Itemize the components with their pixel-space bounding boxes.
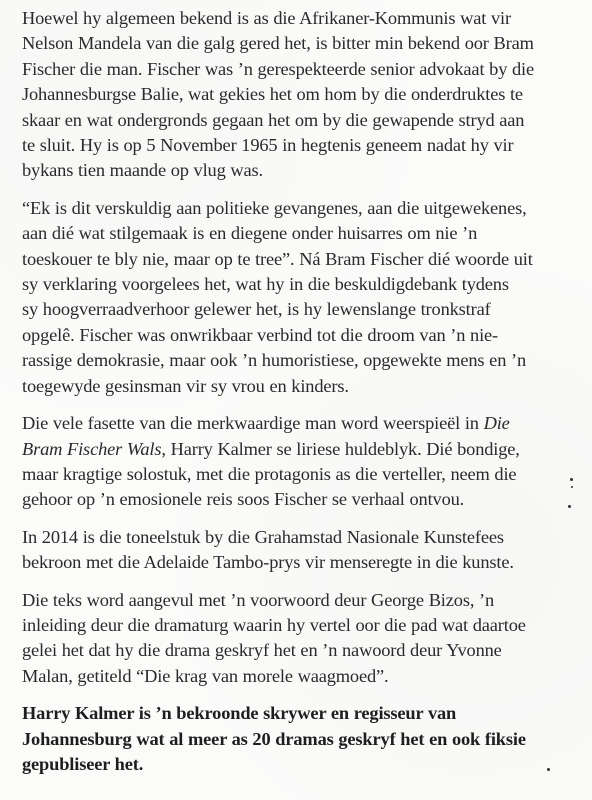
scan-speck [568,505,571,508]
scan-speck [571,486,573,488]
play-title-part-1: Die [483,413,510,434]
play-description-lead: Die vele fasette van die merkwaardige man word weerspieël in [22,413,484,434]
paragraph-quote: “Ek is dit verskuldig aan politieke gevangenes, aan die uitgewekenes, aan dié wat stilgemaak is en diegene onder huisarres om nie ’n toeskouer te bly nie, maar op te tree”. Ná Bram Fischer dié woorde uit sy verklaring voorgelees het, wat hy in die beskuldigdebank tydens sy hoogverraadverhoor gelewer het, is hy lewenslange tronkstraf opgelê. Fischer was onwrikbaar verbind tot die droom van ’n nie- rassige demokrasie, maar ook ’n humoristiese, opgewekte mens en ’n toegewyde gesinsman vir sy vrou en kinders. [22,197,533,396]
author-bio: Harry Kalmer is ’n bekroonde skrywer en regisseur van Johannesburg wat al meer as 20 dramas geskryf het en ook fiksie gepubliseer het. [22,703,526,774]
scan-speck [547,768,550,771]
paragraph-play-description [22,411,574,513]
scan-speck [570,478,573,481]
paragraph-award: In 2014 is die toneelstuk by die Grahamstad Nasionale Kunstefees bekroon met die Adelaide Tambo-prys vir menseregte in die kunste. [22,526,514,573]
play-title-part-2: Bram Fischer Wals [22,438,162,459]
paragraph-intro: Hoewel hy algemeen bekend is as die Afrikaner-Kommunis wat vir Nelson Mandela van die galg gered het, is bitter min bekend oor Bram Fischer die man. Fischer was ’n gerespekteerde senior advokaat by die Johannesburgse Balie, wat gekies het om hom by die onderdruktes te skaar en wat ondergronds gegaan het om by die gewapende stryd aan te sluit. Hy is op 5 November 1965 in hegtenis geneem nadat hy vir bykans tien maande op vlug was. [22,8,535,181]
paragraph-contents: Die teks word aangevul met ’n voorwoord deur George Bizos, ’n inleiding deur die dramaturg waarin hy vertel oor die pad wat daartoe gelei het dat hy die drama geskryf het en ’n nawoord deur Yvonne Malan, getiteld “Die krag van morele waagmoed”. [22,589,526,686]
play-description-rest: , Harry Kalmer se liriese huldeblyk. Dié bondige, maar kragtige solostuk, met die protagonis as die verteller, neem die gehoor op ’n emosionele reis soos Fischer se verhaal ontvou. [22,438,520,510]
body-text [22,6,574,789]
